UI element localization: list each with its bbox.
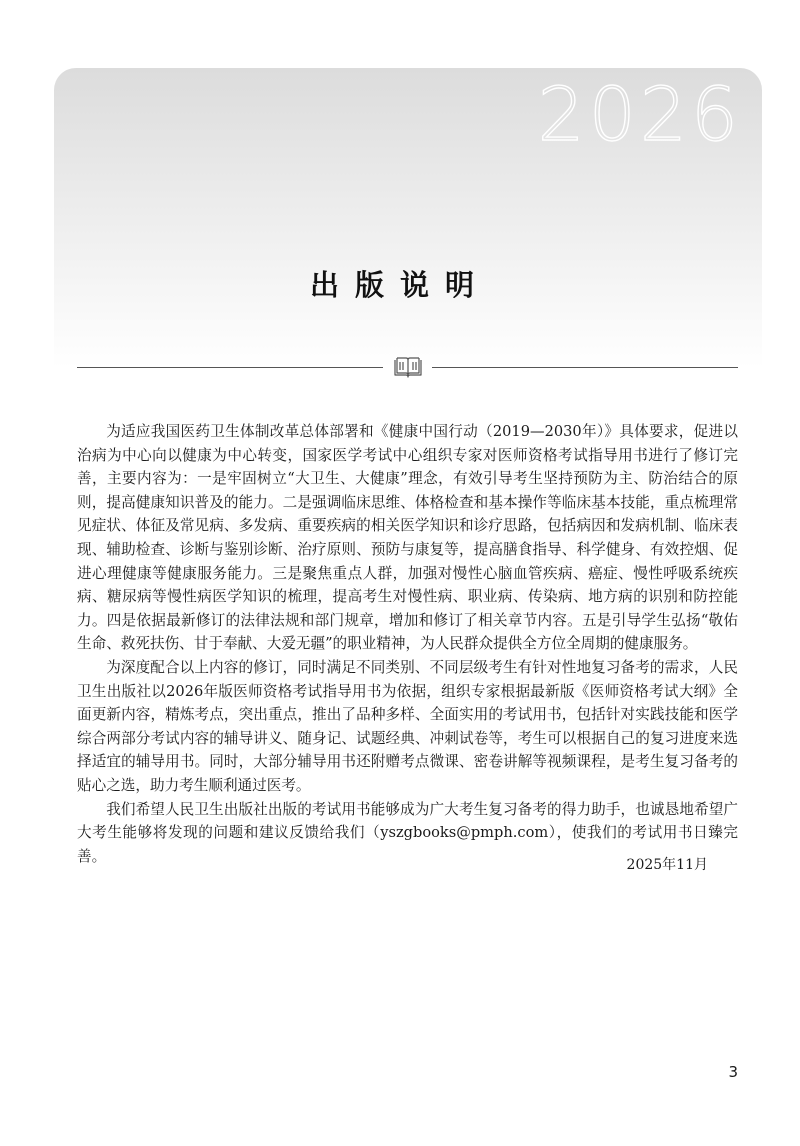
open-book-icon [392,356,424,378]
paragraph: 为适应我国医药卫生体制改革总体部署和《健康中国行动（2019—2030年）》具体要求，促进以治病为中心向以健康为中心转变，国家医学考试中心组织专家对医师资格考试指导用书进行了修订完善，主要内容为：一是牢固树立“大卫生、大健康”理念，有效引导考生坚持预防为主、防治结合的原则，提高健康知识普及的能力。二是强调临床思维、体格检查和基本操作等临床基本技能，重点梳理常见症状、体征及常见病、多发病、重要疾病的相关医学知识和诊疗思路，包括病因和发病机制、临床表现、辅助检查、诊断与鉴别诊断、治疗原则、预防与康复等，提高膳食指导、科学健身、有效控烟、促进心理健康等健康服务能力。三是聚焦重点人群，加强对慢性心脑血管疾病、癌症、慢性呼吸系统疾病、糖尿病等慢性病医学知识的梳理，提高考生对慢性病、职业病、传染病、地方病的识别和防控能力。四是依据最新修订的法律法规和部门规章，增加和修订了相关章节内容。五是引导学生弘扬“敬佑生命、救死扶伤、甘于奉献、大爱无疆”的职业精神，为人民群众提供全方位全周期的健康服务。 [77,423,738,653]
divider-line-right [432,367,738,368]
page-title: 出版说明 [309,268,490,302]
header-panel [54,68,762,368]
page-number: 3 [728,1063,738,1081]
year-watermark: 2026 [537,72,742,158]
paragraph: 为深度配合以上内容的修订，同时满足不同类别、不同层级考生有针对性地复习备考的需求，人民卫生出版社以2026年版医师资格考试指导用书为依据，组织专家根据最新版《医师资格考试大纲》全面更新内容，精炼考点，突出重点，推出了品种多样、全面实用的考试用书，包括针对实践技能和医学综合两部分考试内容的辅导讲义、随身记、试题经典、冲刺试卷等，考生可以根据自己的复习进度来选择适宜的辅导用书。同时，大部分辅导用书还附赠考点微课、密卷讲解等视频课程，是考生复习备考的贴心之选，助力考生顺利通过医考。 [77,658,738,794]
paragraph: 我们希望人民卫生出版社出版的考试用书能够成为广大考生复习备考的得力助手，也诚恳地希望广大考生能够将发现的问题和建议反馈给我们（yszgbooks@pmph.com），使我们的考试用书日臻完善。 [77,800,738,865]
divider-line-left [77,367,383,368]
body-text [77,420,738,868]
publication-date: 2025年11月 [626,857,708,873]
